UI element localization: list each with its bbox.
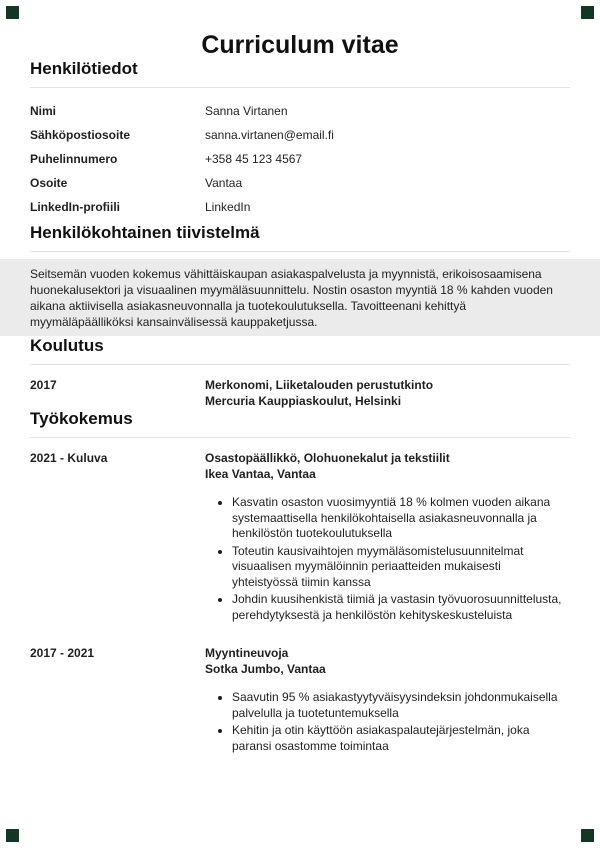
- summary-highlight-band: [0, 259, 600, 336]
- section-heading-experience: Työkokemus: [30, 409, 570, 438]
- experience-bullet-list: [205, 690, 570, 754]
- section-heading-education: Koulutus: [30, 336, 570, 365]
- info-label: LinkedIn-profiili: [30, 200, 120, 214]
- document-title: Curriculum vitae: [201, 31, 399, 59]
- experience-period: 2017 - 2021: [30, 646, 95, 660]
- section-heading-personal-info: Henkilötiedot: [30, 59, 570, 88]
- education-degree: Merkonomi, Liiketalouden perustutkinto: [205, 378, 434, 392]
- education-period: 2017: [30, 378, 57, 392]
- experience-bullet: • Toteutin kausivaihtojen myymäläsomistelusuunnitelmat visuaalisen myymälöinnin periaatteiden mukaisesti yhteistyössä tiimin kanssa: [232, 544, 570, 591]
- info-value: Sanna Virtanen: [205, 104, 288, 118]
- corner-marker-bottom-left: [6, 829, 19, 842]
- corner-marker-top-right: [581, 6, 594, 19]
- experience-bullet-list: [205, 495, 570, 623]
- experience-job-title: Myyntineuvoja: [205, 646, 289, 660]
- experience-bullet: • Johdin kuusihenkistä tiimiä ja vastasin työvuorosuunnittelusta, perehdytyksestä ja henkilöstön kehityskeskusteluista: [232, 592, 570, 623]
- experience-organization: Ikea Vantaa, Vantaa: [205, 467, 316, 481]
- experience-period: 2021 - Kuluva: [30, 451, 108, 465]
- info-label: Sähköpostiosoite: [30, 128, 131, 142]
- section-heading-summary: Henkilökohtainen tiivistelmä: [30, 223, 570, 252]
- info-row-linkedin: [30, 199, 570, 215]
- info-value: +358 45 123 4567: [205, 152, 303, 166]
- experience-bullet: • Kasvatin osaston vuosimyyntiä 18 % kolmen vuoden aikana systemaattisella henkilökohtaisella asiakasneuvonnalla ja henkilöstön tuotekoulutuksella: [232, 495, 570, 542]
- personal-info-list: [30, 88, 570, 215]
- experience-entry: [30, 450, 570, 633]
- education-details: [205, 377, 570, 409]
- corner-marker-top-left: [6, 6, 19, 19]
- info-label: Nimi: [30, 104, 57, 118]
- experience-job-title: Osastopäällikkö, Olohuonekalut ja tekstiilit: [205, 451, 450, 465]
- experience-organization: Sotka Jumbo, Vantaa: [205, 662, 326, 676]
- experience-entry: [30, 645, 570, 764]
- info-row-email: [30, 127, 570, 143]
- info-value: Vantaa: [205, 176, 243, 190]
- corner-marker-bottom-right: [581, 829, 594, 842]
- education-school: Mercuria Kauppiaskoulut, Helsinki: [205, 394, 402, 408]
- experience-details: [205, 645, 570, 764]
- info-value: sanna.virtanen@email.fi: [205, 128, 334, 142]
- experience-bullet: • Saavutin 95 % asiakastyytyväisyysindeksin johdonmukaisella palvelulla ja tuotetuntemuksella: [232, 690, 570, 721]
- info-row-phone: [30, 151, 570, 167]
- experience-details: [205, 450, 570, 633]
- info-row-name: [30, 103, 570, 119]
- info-value-linkedin: LinkedIn: [205, 200, 251, 214]
- info-label: Osoite: [30, 176, 68, 190]
- summary-text: Seitsemän vuoden kokemus vähittäiskaupan asiakaspalvelusta ja myynnistä, erikoisosaamisena huonekalusektori ja visuaalinen myymäläsuunnittelu. Nostin osaston myyntiä 18 % kahden vuoden aikana aktiivisella asiakasneuvonnalla ja tuotekoulutuksella. Tavoitteenani kehittyä myymäläpäälliköksi kansainvälisessä kauppaketjussa.: [30, 267, 553, 329]
- education-entry: [30, 377, 570, 409]
- experience-bullet: • Kehitin ja otin käyttöön asiakaspalautejärjestelmän, joka paransi osastomme toimintaa: [232, 723, 570, 754]
- info-row-address: [30, 175, 570, 191]
- info-label: Puhelinnumero: [30, 152, 118, 166]
